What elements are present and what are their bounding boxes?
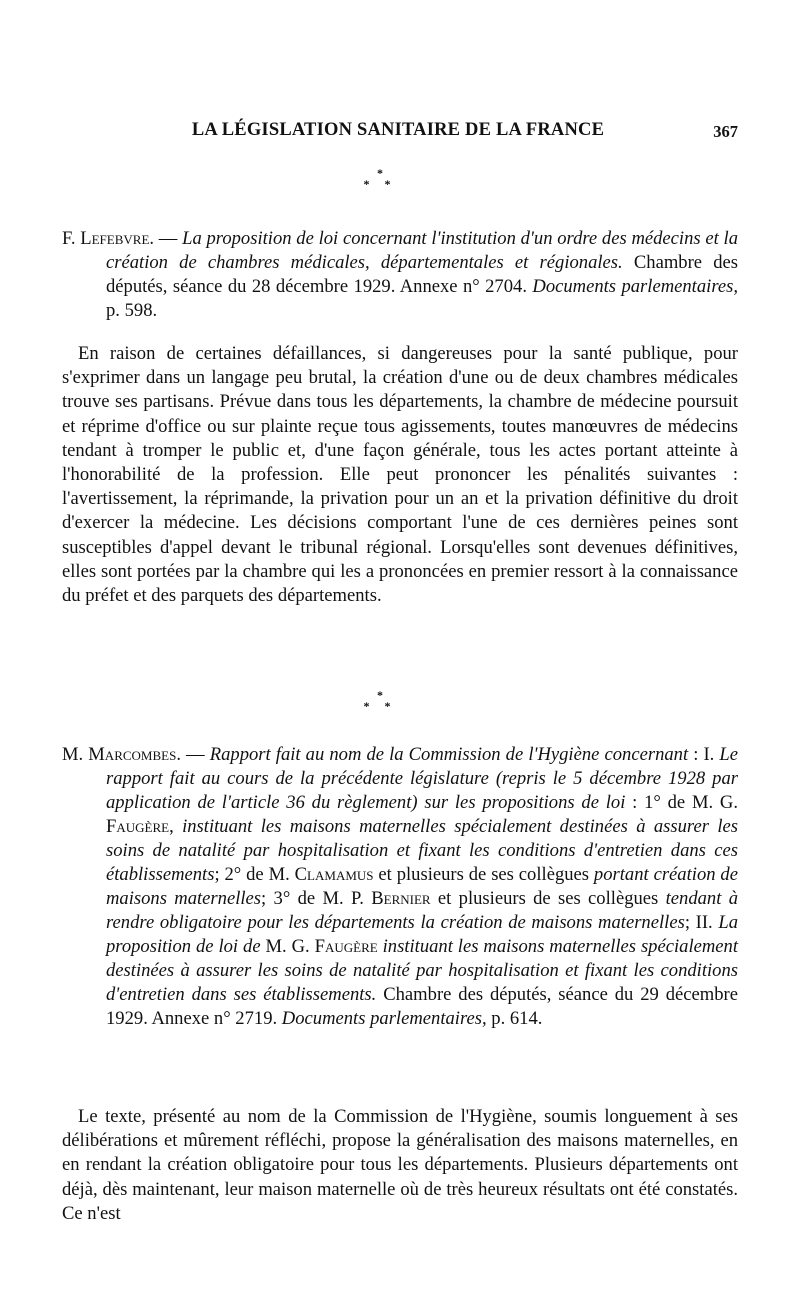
entry-title: Le rapport fait au cours de la précédente législature (repris le 5 décembre 1928 par application de l'article 36 du règlement) sur les propositions de loi (106, 744, 739, 813)
entry-publication: Documents parlementaires, (532, 276, 738, 297)
page-header (58, 120, 738, 148)
entry-source: Chambre des députés, séance du 29 décembre 1929. Annexe n° 2719. (106, 984, 738, 1029)
entry-text: : 1° de M. G. (625, 792, 738, 813)
entry-text: : I. (688, 744, 720, 765)
separator-top: * (377, 688, 383, 702)
entry-text: ; 3° de M. P. (261, 888, 372, 909)
entry-text: , (169, 816, 183, 837)
separator-bottom: * * (363, 177, 397, 191)
entry-page-ref: p. 598. (106, 300, 158, 321)
bibliographic-entry-lefebvre (62, 227, 738, 323)
running-title: LA LÉGISLATION SANITAIRE DE LA FRANCE (191, 120, 605, 140)
entry-title: Rapport fait au nom de la Commission de l'Hygiène concernant (209, 744, 689, 765)
entry-author: F. Lefebvre. (62, 228, 155, 249)
separator-top: * (377, 166, 383, 180)
entry-dash: — (154, 228, 183, 249)
entry-person-name: Bernier (371, 888, 431, 909)
entry-text: et plusieurs de ses collègues (430, 888, 666, 909)
entry-author: M. Marcombes. (62, 744, 181, 765)
body-paragraph-chambre-medicale: En raison de certaines défaillances, si dangereuses pour la santé publique, pour s'exprimer dans un langage peu brutal, la création d'une ou de deux chambres médicales trouve ses partisans. Prévue dans tous les départements, la chambre de médecine poursuit et réprime d'office ou sur plainte reçue tous agissements, toutes manœuvres de médecins tendant à tromper le public et, d'une façon générale, tous les actes portant atteinte à l'honorabilité de la profession. Elle peut prononcer les pénalités suivantes : l'avertissement, la réprimande, la privation pour un an et la privation définitive du droit d'exercer la médecine. Les décisions comportant l'une de ces dernières peines sont susceptibles d'appel devant le tribunal régional. Lorsqu'elles sont devenues définitives, elles sont portées par la chambre qui les a prononcées en premier ressort à la connaissance du préfet et des parquets des départements. (62, 343, 738, 607)
entry-title: La proposition de loi concernant l'institution d'un ordre des médecins et la création de chambres médicales, départementales et régionales. (106, 228, 738, 273)
entry-text: et plusieurs de ses collègues (373, 864, 594, 885)
entry-title: instituant les maisons maternelles spécialement destinées à assurer les soins de natalité par hospitalisation et fixant les conditions d'entretien dans ses établissements. (106, 936, 739, 1005)
entry-title: instituant les maisons maternelles spécialement destinées à assurer les soins de natalité par hospitalisation et fixant les conditions d'entretien dans ces établissements (106, 816, 738, 885)
bibliographic-entry-marcombes (62, 743, 738, 1031)
entry-text: M. G. (260, 936, 315, 957)
entry-text: ; 2° de M. (214, 864, 295, 885)
entry-source: Chambre des députés, séance du 28 décembre 1929. Annexe n° 2704. (106, 252, 738, 297)
entry-person-name: Faugère (314, 936, 378, 957)
entry-title: tendant à rendre obligatoire pour les départements la création de maisons maternelles (106, 888, 739, 933)
section-separator (340, 168, 420, 190)
entry-title: La proposition de loi de (106, 912, 738, 957)
entry-person-name: Clamamus (294, 864, 374, 885)
entry-dash: — (180, 744, 210, 765)
entry-page-ref: p. 614. (486, 1008, 543, 1029)
entry-person-name: Faugère (106, 816, 170, 837)
separator-bottom: * * (363, 699, 397, 713)
entry-publication: Documents parlementaires, (281, 1008, 487, 1029)
body-paragraph-maisons-maternelles: Le texte, présenté au nom de la Commission de l'Hygiène, soumis longuement à ses délibérations et mûrement réfléchi, propose la généralisation des maisons maternelles, en en rendant la création obligatoire pour tous les départements. Plusieurs départements ont déjà, dès maintenant, leur maison maternelle où de très heureux résultats ont été constatés. Ce n'est (62, 1106, 738, 1224)
page-number: 367 (713, 122, 738, 141)
entry-title: portant création de maisons maternelles (106, 864, 738, 909)
entry-text: ; II. (684, 912, 719, 933)
section-separator (340, 690, 420, 712)
